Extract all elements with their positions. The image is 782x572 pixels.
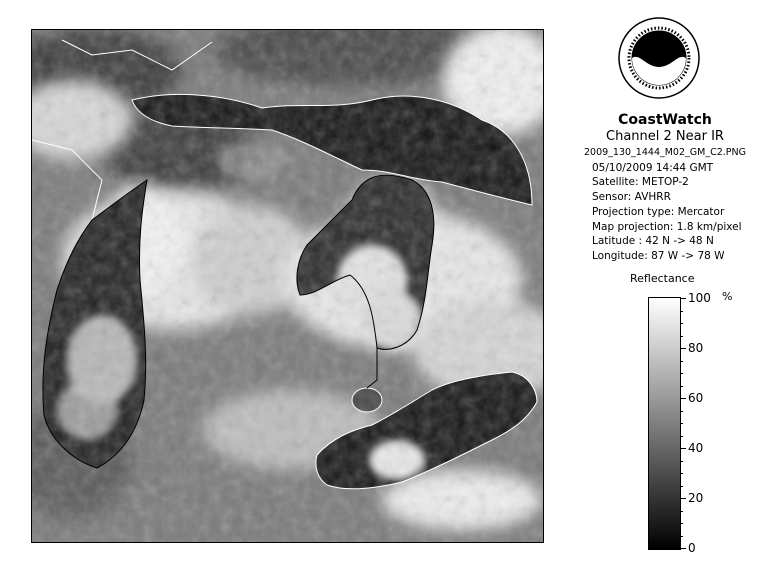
colorbar-title: Reflectance (630, 272, 695, 285)
projection-type: Projection type: Mercator (592, 205, 725, 218)
colorbar-minor-tick (680, 486, 683, 487)
product-info (548, 112, 782, 264)
colorbar-tick-label: 40 (688, 441, 704, 455)
colorbar-tick (680, 398, 686, 399)
colorbar (648, 297, 681, 550)
colorbar-minor-tick (680, 373, 683, 374)
noaa-logo (618, 17, 700, 99)
sensor-label: Sensor: AVHRR (592, 191, 671, 204)
satellite-label: Satellite: METOP-2 (592, 176, 689, 189)
date-time: 05/10/2009 14:44 GMT (592, 161, 714, 174)
colorbar-minor-tick (680, 536, 683, 537)
colorbar-minor-tick (680, 386, 683, 387)
great-lakes-map (32, 30, 543, 542)
colorbar-minor-tick (680, 436, 683, 437)
colorbar-minor-tick (680, 411, 683, 412)
colorbar-tick-label: 0 (688, 541, 696, 555)
satellite-image (31, 29, 544, 543)
file-name: 2009_130_1444_M02_GM_C2.PNG (584, 147, 746, 158)
colorbar-minor-tick (680, 323, 683, 324)
product-title: CoastWatch (618, 112, 712, 128)
colorbar-tick-label: 100 (688, 291, 711, 305)
colorbar-minor-tick (680, 361, 683, 362)
map-projection: Map projection: 1.8 km/pixel (592, 220, 742, 233)
colorbar-tick (680, 348, 686, 349)
colorbar-tick (680, 298, 686, 299)
colorbar-minor-tick (680, 423, 683, 424)
latitude-range: Latitude : 42 N -> 48 N (592, 235, 714, 248)
channel-label: Channel 2 Near IR (606, 129, 724, 144)
colorbar-tick-label: 20 (688, 491, 704, 505)
image-texture (32, 30, 543, 542)
colorbar-tick (680, 548, 686, 549)
colorbar-minor-tick (680, 336, 683, 337)
noaa-logo-icon (618, 17, 700, 99)
colorbar-minor-tick (680, 523, 683, 524)
colorbar-tick-label: 60 (688, 391, 704, 405)
colorbar-minor-tick (680, 461, 683, 462)
colorbar-minor-tick (680, 311, 683, 312)
colorbar-tick-label: 80 (688, 341, 704, 355)
colorbar-minor-tick (680, 511, 683, 512)
colorbar-tick (680, 498, 686, 499)
longitude-range: Longitude: 87 W -> 78 W (592, 249, 725, 262)
colorbar-minor-tick (680, 473, 683, 474)
colorbar-unit: % (722, 290, 733, 303)
colorbar-tick (680, 448, 686, 449)
